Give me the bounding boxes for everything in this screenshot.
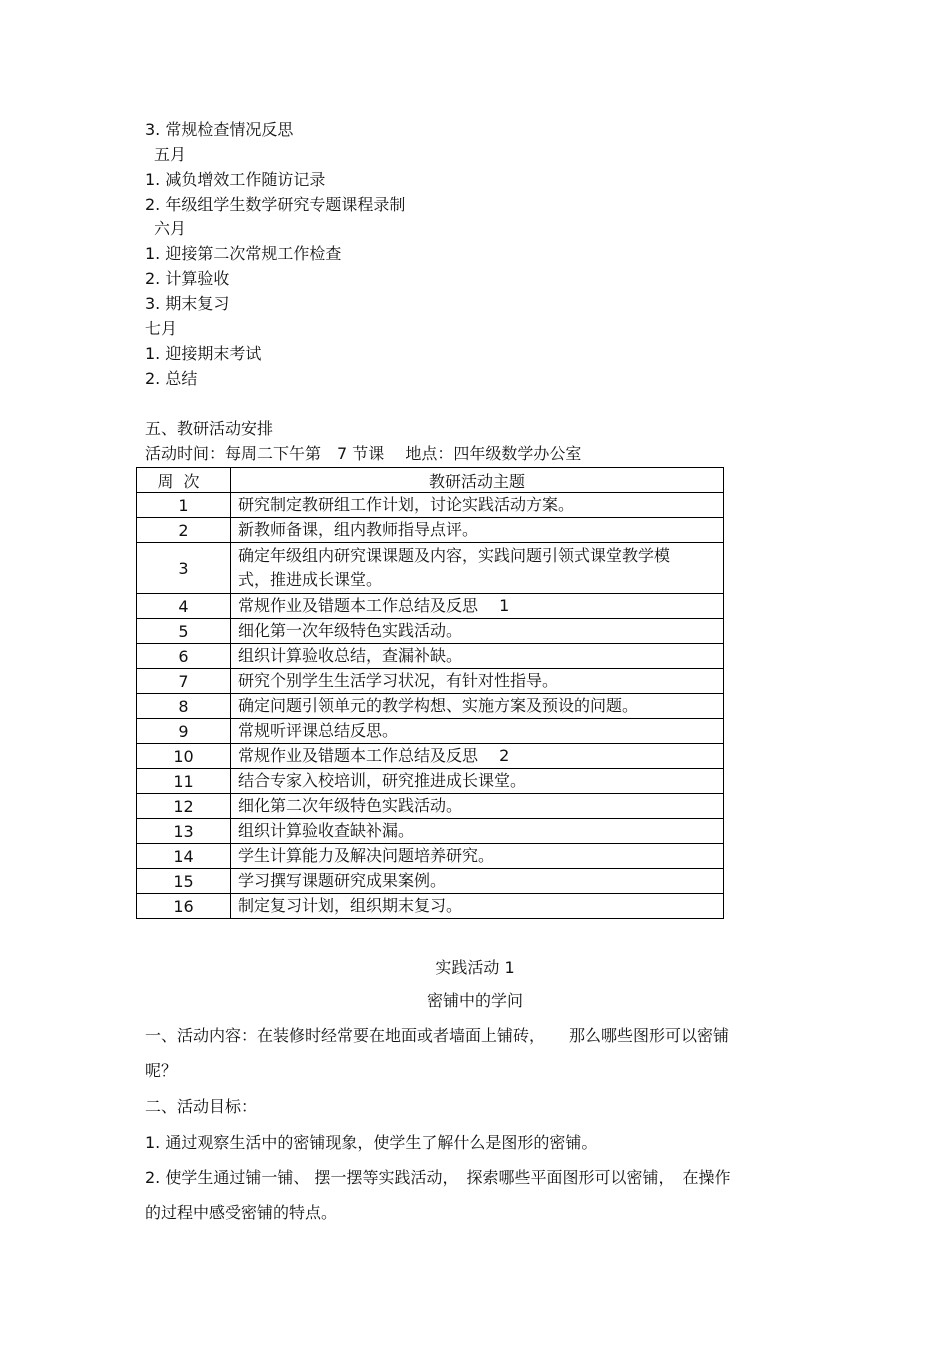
week-cell: 10	[137, 744, 231, 769]
table-row	[137, 594, 724, 619]
week-cell: 5	[137, 619, 231, 644]
topic-cell: 组织计算验收总结，查漏补缺。	[231, 644, 724, 669]
table-row	[137, 493, 724, 518]
topic-cell: 制定复习计划，组织期末复习。	[231, 894, 724, 919]
topic-cell: 研究制定教研组工作计划，讨论实践活动方案。	[231, 493, 724, 518]
topic-cell: 细化第一次年级特色实践活动。	[231, 619, 724, 644]
topic-cell: 新教师备课，组内教师指导点评。	[231, 518, 724, 543]
table-row	[137, 769, 724, 794]
list-item: 2. 年级组学生数学研究专题课程录制	[145, 195, 406, 214]
header-week	[137, 468, 231, 493]
table-row	[137, 894, 724, 919]
week-cell: 7	[137, 669, 231, 694]
goal-item: 2. 使学生通过铺一铺、 摆一摆等实践活动， 探索哪些平面图形可以密铺， 在操作	[145, 1168, 731, 1187]
table-row	[137, 619, 724, 644]
week-cell: 13	[137, 819, 231, 844]
research-schedule-table	[136, 467, 724, 919]
table-row	[137, 644, 724, 669]
table-row	[137, 794, 724, 819]
section-heading: 五、教研活动安排	[145, 419, 274, 438]
table-row	[137, 744, 724, 769]
table-row	[137, 518, 724, 543]
list-item: 3. 常规检查情况反思	[145, 120, 294, 139]
topic-cell: 常规听评课总结反思。	[231, 719, 724, 744]
table-row	[137, 694, 724, 719]
header-week-label: 周次	[157, 471, 210, 491]
topic-cell: 学习撰写课题研究成果案例。	[231, 869, 724, 894]
week-cell: 15	[137, 869, 231, 894]
topic-cell: 组织计算验收查缺补漏。	[231, 819, 724, 844]
table-row	[137, 819, 724, 844]
week-cell: 16	[137, 894, 231, 919]
goal-item: 1. 通过观察生活中的密铺现象，使学生了解什么是图形的密铺。	[145, 1133, 598, 1152]
activity-content-line: 一、活动内容：在装修时经常要在地面或者墙面上铺砖， 那么哪些图形可以密铺	[145, 1026, 730, 1045]
table-row	[137, 869, 724, 894]
list-item: 2. 计算验收	[145, 269, 230, 288]
week-cell: 11	[137, 769, 231, 794]
activity-title: 实践活动 1	[435, 958, 515, 977]
list-item: 1. 迎接第二次常规工作检查	[145, 244, 342, 263]
week-cell: 3	[137, 543, 231, 594]
topic-cell: 确定年级组内研究课课题及内容，实践问题引领式课堂教学模式，推进成长课堂。	[231, 543, 724, 594]
activity-subtitle: 密铺中的学问	[426, 991, 523, 1010]
week-cell: 1	[137, 493, 231, 518]
week-cell: 12	[137, 794, 231, 819]
week-cell: 9	[137, 719, 231, 744]
goal-heading: 二、活动目标：	[145, 1097, 258, 1116]
month-heading: 七月	[145, 319, 178, 338]
goal-item-continued: 的过程中感受密铺的特点。	[145, 1203, 338, 1222]
week-cell: 14	[137, 844, 231, 869]
topic-cell: 研究个别学生生活学习状况，有针对性指导。	[231, 669, 724, 694]
list-item: 1. 迎接期末考试	[145, 344, 262, 363]
topic-cell: 结合专家入校培训，研究推进成长课堂。	[231, 769, 724, 794]
table-row	[137, 844, 724, 869]
week-cell: 4	[137, 594, 231, 619]
week-cell: 6	[137, 644, 231, 669]
header-topic: 教研活动主题	[231, 468, 724, 493]
table-header-row	[137, 468, 724, 493]
list-item: 2. 总结	[145, 369, 198, 388]
week-cell: 2	[137, 518, 231, 543]
list-item: 1. 减负增效工作随访记录	[145, 170, 326, 189]
list-item: 3. 期末复习	[145, 294, 230, 313]
topic-cell: 常规作业及错题本工作总结及反思 1	[231, 594, 724, 619]
month-heading: 六月	[154, 219, 187, 238]
activity-content-line: 呢？	[145, 1061, 178, 1080]
table-row	[137, 669, 724, 694]
topic-cell: 学生计算能力及解决问题培养研究。	[231, 844, 724, 869]
table-row	[137, 719, 724, 744]
activity-time-line: 活动时间：每周二下午第 7 节课 地点：四年级数学办公室	[145, 444, 582, 463]
topic-cell: 细化第二次年级特色实践活动。	[231, 794, 724, 819]
topic-cell: 确定问题引领单元的教学构想、实施方案及预设的问题。	[231, 694, 724, 719]
table-row	[137, 543, 724, 594]
topic-cell: 常规作业及错题本工作总结及反思 2	[231, 744, 724, 769]
month-heading: 五月	[154, 145, 187, 164]
week-cell: 8	[137, 694, 231, 719]
